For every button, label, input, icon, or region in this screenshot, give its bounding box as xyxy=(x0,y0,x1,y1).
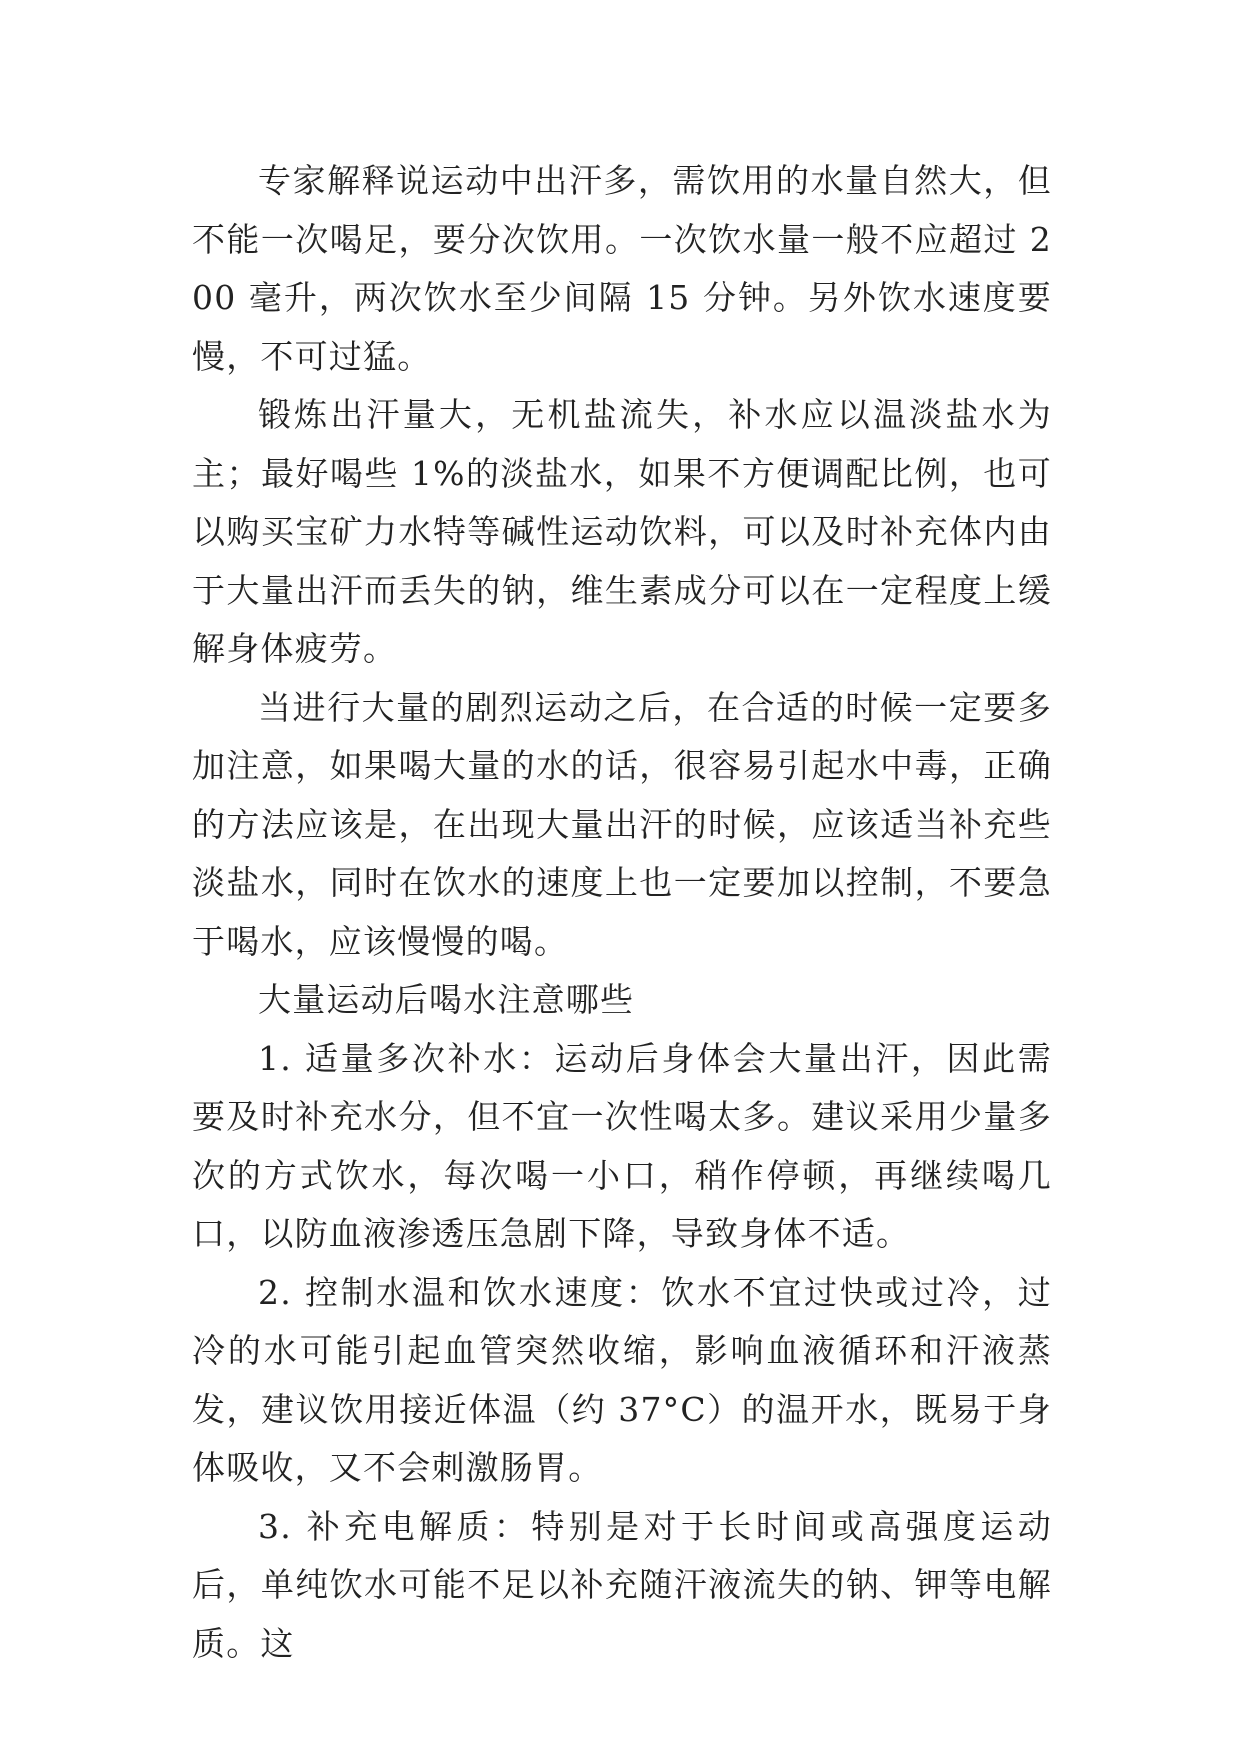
document-body xyxy=(192,152,1052,1673)
list-item-1: 1. 适量多次补水：运动后身体会大量出汗，因此需要及时补充水分，但不宜一次性喝太多。建议采用少量多次的方式饮水，每次喝一小口，稍作停顿，再继续喝几口，以防血液渗透压急剧下降，导致身体不适。 xyxy=(192,1038,1052,1253)
list-item-3: 3. 补充电解质：特别是对于长时间或高强度运动后，单纯饮水可能不足以补充随汗液流失的钠、钾等电解质。这 xyxy=(192,1506,1052,1663)
paragraph-intense-exercise: 当进行大量的剧烈运动之后，在合适的时候一定要多加注意，如果喝大量的水的话，很容易引起水中毒，正确的方法应该是，在出现大量出汗的时候，应该适当补充些淡盐水，同时在饮水的速度上也一定要加以控制，不要急于喝水，应该慢慢的喝。 xyxy=(192,687,1052,961)
paragraph-salt-water: 锻炼出汗量大，无机盐流失，补水应以温淡盐水为主；最好喝些 1%的淡盐水，如果不方便调配比例，也可以购买宝矿力水特等碱性运动饮料，可以及时补充体内由于大量出汗而丢失的钠，维生素成分可以在一定程度上缓解身体疲劳。 xyxy=(192,395,1052,668)
list-item-2: 2. 控制水温和饮水速度：饮水不宜过快或过冷，过冷的水可能引起血管突然收缩，影响血液循环和汗液蒸发，建议饮用接近体温（约 37°C）的温开水，既易于身体吸收，又不会刺激肠胃。 xyxy=(192,1272,1052,1487)
section-heading: 大量运动后喝水注意哪些 xyxy=(258,980,635,1019)
paragraph-expert-advice: 专家解释说运动中出汗多，需饮用的水量自然大，但不能一次喝足，要分次饮用。一次饮水量一般不应超过 200 毫升，两次饮水至少间隔 15 分钟。另外饮水速度要慢，不可过猛。 xyxy=(192,161,1052,376)
